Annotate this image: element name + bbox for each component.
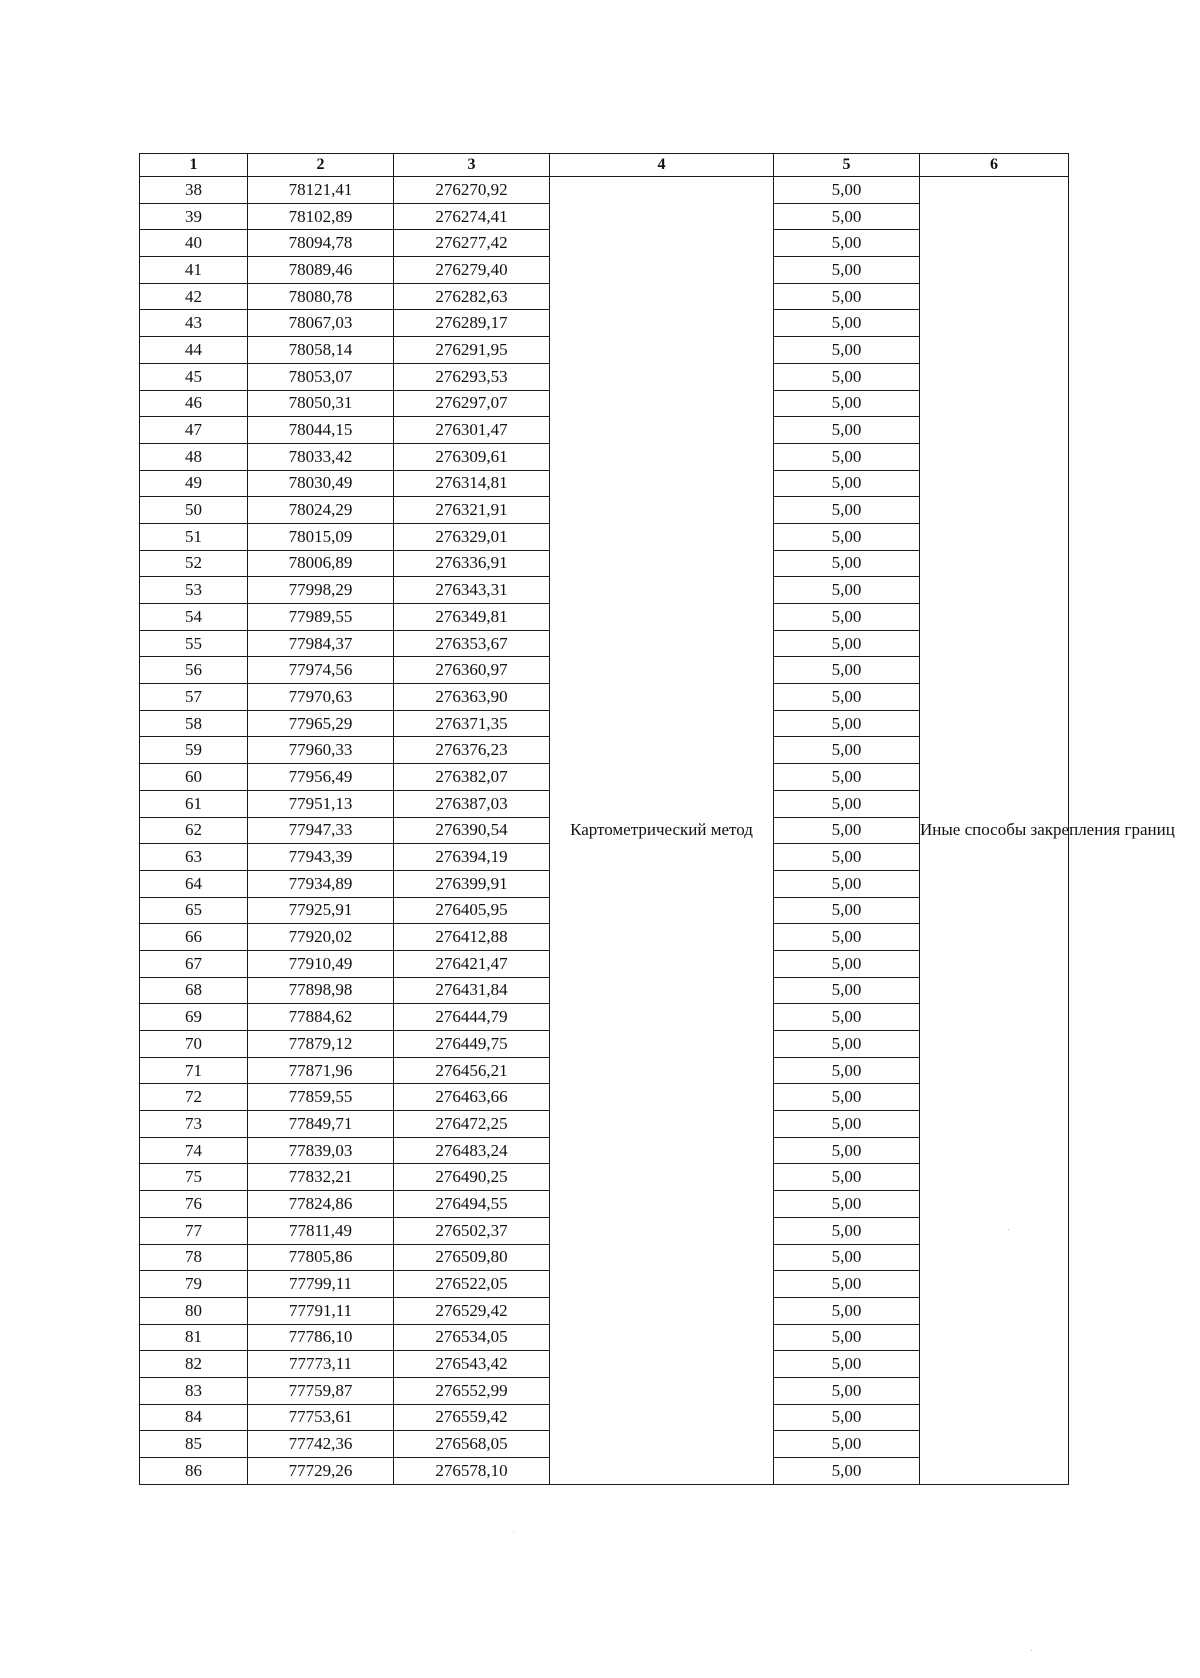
y-coordinate-cell: 276494,55 [394,1191,550,1218]
point-number-cell: 67 [140,950,248,977]
y-coordinate-cell: 276529,42 [394,1297,550,1324]
accuracy-cell: 5,00 [774,390,920,417]
x-coordinate-cell: 77791,11 [248,1297,394,1324]
x-coordinate-cell: 77879,12 [248,1031,394,1058]
accuracy-cell: 5,00 [774,550,920,577]
y-coordinate-cell: 276293,53 [394,363,550,390]
point-number-cell: 84 [140,1404,248,1431]
accuracy-cell: 5,00 [774,870,920,897]
y-coordinate-cell: 276456,21 [394,1057,550,1084]
point-number-cell: 69 [140,1004,248,1031]
point-number-cell: 40 [140,230,248,257]
header-col-2: 2 [248,154,394,177]
accuracy-cell: 5,00 [774,764,920,791]
boundary-fixing-method-cell: Иные способы закрепления границ [920,177,1069,1485]
point-number-cell: 70 [140,1031,248,1058]
point-number-cell: 42 [140,283,248,310]
accuracy-cell: 5,00 [774,604,920,631]
accuracy-cell: 5,00 [774,817,920,844]
x-coordinate-cell: 78015,09 [248,523,394,550]
point-number-cell: 38 [140,177,248,204]
accuracy-cell: 5,00 [774,790,920,817]
x-coordinate-cell: 78030,49 [248,470,394,497]
x-coordinate-cell: 78102,89 [248,203,394,230]
x-coordinate-cell: 77849,71 [248,1111,394,1138]
x-coordinate-cell: 77799,11 [248,1271,394,1298]
accuracy-cell: 5,00 [774,684,920,711]
x-coordinate-cell: 77960,33 [248,737,394,764]
accuracy-cell: 5,00 [774,977,920,1004]
point-number-cell: 79 [140,1271,248,1298]
header-col-5: 5 [774,154,920,177]
y-coordinate-cell: 276568,05 [394,1431,550,1458]
accuracy-cell: 5,00 [774,417,920,444]
point-number-cell: 72 [140,1084,248,1111]
x-coordinate-cell: 77824,86 [248,1191,394,1218]
x-coordinate-cell: 77934,89 [248,870,394,897]
point-number-cell: 81 [140,1324,248,1351]
y-coordinate-cell: 276502,37 [394,1217,550,1244]
accuracy-cell: 5,00 [774,283,920,310]
point-number-cell: 43 [140,310,248,337]
x-coordinate-cell: 77947,33 [248,817,394,844]
y-coordinate-cell: 276578,10 [394,1458,550,1485]
point-number-cell: 82 [140,1351,248,1378]
x-coordinate-cell: 77956,49 [248,764,394,791]
y-coordinate-cell: 276336,91 [394,550,550,577]
point-number-cell: 45 [140,363,248,390]
x-coordinate-cell: 77951,13 [248,790,394,817]
y-coordinate-cell: 276297,07 [394,390,550,417]
x-coordinate-cell: 78053,07 [248,363,394,390]
point-number-cell: 76 [140,1191,248,1218]
x-coordinate-cell: 78080,78 [248,283,394,310]
y-coordinate-cell: 276376,23 [394,737,550,764]
y-coordinate-cell: 276387,03 [394,790,550,817]
y-coordinate-cell: 276371,35 [394,710,550,737]
accuracy-cell: 5,00 [774,1431,920,1458]
y-coordinate-cell: 276291,95 [394,337,550,364]
point-number-cell: 83 [140,1377,248,1404]
y-coordinate-cell: 276363,90 [394,684,550,711]
accuracy-cell: 5,00 [774,737,920,764]
x-coordinate-cell: 77811,49 [248,1217,394,1244]
y-coordinate-cell: 276399,91 [394,870,550,897]
x-coordinate-cell: 77910,49 [248,950,394,977]
point-number-cell: 49 [140,470,248,497]
point-number-cell: 54 [140,604,248,631]
accuracy-cell: 5,00 [774,1458,920,1485]
y-coordinate-cell: 276289,17 [394,310,550,337]
scan-speck [1031,1650,1032,1651]
header-row [140,154,1069,177]
x-coordinate-cell: 78058,14 [248,337,394,364]
point-number-cell: 47 [140,417,248,444]
accuracy-cell: 5,00 [774,1031,920,1058]
accuracy-cell: 5,00 [774,443,920,470]
accuracy-cell: 5,00 [774,1004,920,1031]
x-coordinate-cell: 77773,11 [248,1351,394,1378]
accuracy-cell: 5,00 [774,470,920,497]
accuracy-cell: 5,00 [774,950,920,977]
x-coordinate-cell: 78121,41 [248,177,394,204]
point-number-cell: 73 [140,1111,248,1138]
y-coordinate-cell: 276360,97 [394,657,550,684]
determination-method-cell: Картометрический метод [550,177,774,1485]
y-coordinate-cell: 276309,61 [394,443,550,470]
y-coordinate-cell: 276412,88 [394,924,550,951]
header-col-1: 1 [140,154,248,177]
x-coordinate-cell: 77786,10 [248,1324,394,1351]
accuracy-cell: 5,00 [774,577,920,604]
y-coordinate-cell: 276552,99 [394,1377,550,1404]
point-number-cell: 55 [140,630,248,657]
accuracy-cell: 5,00 [774,337,920,364]
accuracy-cell: 5,00 [774,1324,920,1351]
accuracy-cell: 5,00 [774,1271,920,1298]
point-number-cell: 39 [140,203,248,230]
x-coordinate-cell: 78006,89 [248,550,394,577]
y-coordinate-cell: 276449,75 [394,1031,550,1058]
x-coordinate-cell: 78033,42 [248,443,394,470]
y-coordinate-cell: 276490,25 [394,1164,550,1191]
y-coordinate-cell: 276314,81 [394,470,550,497]
x-coordinate-cell: 77974,56 [248,657,394,684]
y-coordinate-cell: 276349,81 [394,604,550,631]
point-number-cell: 53 [140,577,248,604]
boundary-points-table [139,153,1175,1485]
x-coordinate-cell: 77965,29 [248,710,394,737]
accuracy-cell: 5,00 [774,1404,920,1431]
x-coordinate-cell: 77998,29 [248,577,394,604]
accuracy-cell: 5,00 [774,1191,920,1218]
point-number-cell: 51 [140,523,248,550]
y-coordinate-cell: 276270,92 [394,177,550,204]
x-coordinate-cell: 78044,15 [248,417,394,444]
table-row [140,177,1069,204]
point-number-cell: 66 [140,924,248,951]
y-coordinate-cell: 276559,42 [394,1404,550,1431]
x-coordinate-cell: 77805,86 [248,1244,394,1271]
x-coordinate-cell: 77759,87 [248,1377,394,1404]
accuracy-cell: 5,00 [774,1111,920,1138]
x-coordinate-cell: 77859,55 [248,1084,394,1111]
accuracy-cell: 5,00 [774,203,920,230]
x-coordinate-cell: 77839,03 [248,1137,394,1164]
scan-speck [1008,1229,1009,1230]
y-coordinate-cell: 276353,67 [394,630,550,657]
point-number-cell: 41 [140,257,248,284]
scan-speck [513,1532,514,1533]
point-number-cell: 58 [140,710,248,737]
accuracy-cell: 5,00 [774,1057,920,1084]
point-number-cell: 75 [140,1164,248,1191]
x-coordinate-cell: 77898,98 [248,977,394,1004]
point-number-cell: 74 [140,1137,248,1164]
accuracy-cell: 5,00 [774,710,920,737]
point-number-cell: 60 [140,764,248,791]
accuracy-cell: 5,00 [774,1084,920,1111]
point-number-cell: 68 [140,977,248,1004]
accuracy-cell: 5,00 [774,1137,920,1164]
y-coordinate-cell: 276509,80 [394,1244,550,1271]
accuracy-cell: 5,00 [774,657,920,684]
accuracy-cell: 5,00 [774,897,920,924]
accuracy-cell: 5,00 [774,844,920,871]
x-coordinate-cell: 77989,55 [248,604,394,631]
point-number-cell: 56 [140,657,248,684]
point-number-cell: 78 [140,1244,248,1271]
x-coordinate-cell: 78050,31 [248,390,394,417]
accuracy-cell: 5,00 [774,1217,920,1244]
y-coordinate-cell: 276277,42 [394,230,550,257]
x-coordinate-cell: 77970,63 [248,684,394,711]
accuracy-cell: 5,00 [774,230,920,257]
point-number-cell: 48 [140,443,248,470]
header-col-3: 3 [394,154,550,177]
point-number-cell: 86 [140,1458,248,1485]
x-coordinate-cell: 77742,36 [248,1431,394,1458]
x-coordinate-cell: 77884,62 [248,1004,394,1031]
point-number-cell: 52 [140,550,248,577]
accuracy-cell: 5,00 [774,1351,920,1378]
header-col-6: 6 [920,154,1069,177]
y-coordinate-cell: 276522,05 [394,1271,550,1298]
y-coordinate-cell: 276394,19 [394,844,550,871]
x-coordinate-cell: 77984,37 [248,630,394,657]
y-coordinate-cell: 276483,24 [394,1137,550,1164]
accuracy-cell: 5,00 [774,257,920,284]
y-coordinate-cell: 276472,25 [394,1111,550,1138]
y-coordinate-cell: 276534,05 [394,1324,550,1351]
point-number-cell: 65 [140,897,248,924]
point-number-cell: 50 [140,497,248,524]
x-coordinate-cell: 77920,02 [248,924,394,951]
y-coordinate-cell: 276390,54 [394,817,550,844]
point-number-cell: 77 [140,1217,248,1244]
y-coordinate-cell: 276382,07 [394,764,550,791]
point-number-cell: 44 [140,337,248,364]
point-number-cell: 59 [140,737,248,764]
y-coordinate-cell: 276463,66 [394,1084,550,1111]
header-col-4: 4 [550,154,774,177]
x-coordinate-cell: 77753,61 [248,1404,394,1431]
y-coordinate-cell: 276282,63 [394,283,550,310]
y-coordinate-cell: 276329,01 [394,523,550,550]
x-coordinate-cell: 78024,29 [248,497,394,524]
accuracy-cell: 5,00 [774,310,920,337]
point-number-cell: 63 [140,844,248,871]
y-coordinate-cell: 276431,84 [394,977,550,1004]
y-coordinate-cell: 276405,95 [394,897,550,924]
accuracy-cell: 5,00 [774,1297,920,1324]
x-coordinate-cell: 77925,91 [248,897,394,924]
accuracy-cell: 5,00 [774,924,920,951]
x-coordinate-cell: 78089,46 [248,257,394,284]
accuracy-cell: 5,00 [774,363,920,390]
y-coordinate-cell: 276543,42 [394,1351,550,1378]
x-coordinate-cell: 78094,78 [248,230,394,257]
point-number-cell: 61 [140,790,248,817]
point-number-cell: 71 [140,1057,248,1084]
y-coordinate-cell: 276321,91 [394,497,550,524]
x-coordinate-cell: 77832,21 [248,1164,394,1191]
point-number-cell: 80 [140,1297,248,1324]
point-number-cell: 46 [140,390,248,417]
point-number-cell: 64 [140,870,248,897]
y-coordinate-cell: 276301,47 [394,417,550,444]
point-number-cell: 62 [140,817,248,844]
y-coordinate-cell: 276343,31 [394,577,550,604]
accuracy-cell: 5,00 [774,523,920,550]
x-coordinate-cell: 77871,96 [248,1057,394,1084]
accuracy-cell: 5,00 [774,630,920,657]
y-coordinate-cell: 276279,40 [394,257,550,284]
accuracy-cell: 5,00 [774,1244,920,1271]
point-number-cell: 57 [140,684,248,711]
table-header [140,154,1069,177]
y-coordinate-cell: 276444,79 [394,1004,550,1031]
accuracy-cell: 5,00 [774,177,920,204]
accuracy-cell: 5,00 [774,497,920,524]
accuracy-cell: 5,00 [774,1164,920,1191]
y-coordinate-cell: 276421,47 [394,950,550,977]
y-coordinate-cell: 276274,41 [394,203,550,230]
x-coordinate-cell: 78067,03 [248,310,394,337]
x-coordinate-cell: 77729,26 [248,1458,394,1485]
table-body [140,177,1175,1485]
x-coordinate-cell: 77943,39 [248,844,394,871]
point-number-cell: 85 [140,1431,248,1458]
accuracy-cell: 5,00 [774,1377,920,1404]
